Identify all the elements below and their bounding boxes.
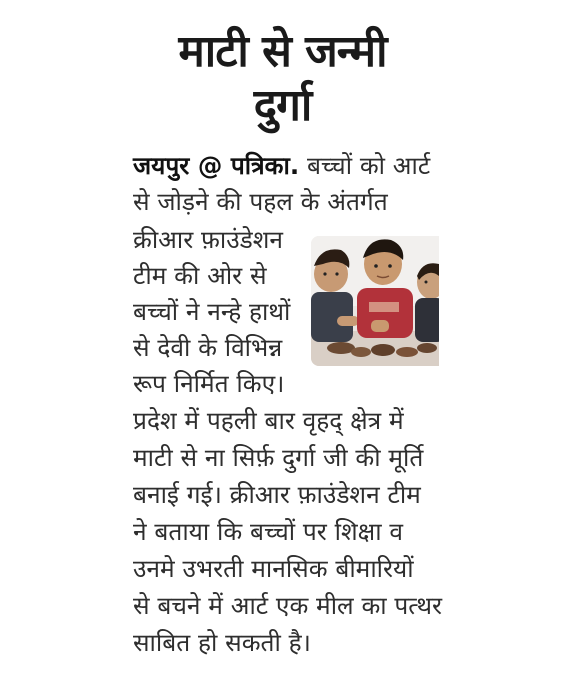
body-line-14: साबित हो सकती है। (133, 628, 311, 657)
photo-illustration (311, 236, 439, 366)
body-line-2: से जोड़ने की पहल के अंतर्गत (133, 187, 388, 216)
headline-line-1: माटी से जन्मी (178, 26, 387, 77)
first-line (133, 148, 430, 184)
children-making-clay-idols-photo (311, 236, 439, 366)
body-line-12: उनमे उभरती मानसिक बीमारियों (133, 554, 414, 583)
body-line-3: क्रीआर फ़ाउंडेशन (133, 225, 284, 254)
dateline: जयपुर @ पत्रिका. (133, 151, 300, 180)
body-line-6: से देवी के विभिन्न (133, 333, 283, 362)
body-line-9: माटी से ना सिर्फ़ दुर्गा जी की मूर्ति (133, 443, 424, 472)
headline-line-2: दुर्गा (253, 80, 312, 131)
body-line-1: बच्चों को आर्ट (306, 151, 431, 180)
body-line-10: बनाई गई। क्रीआर फ़ाउंडेशन टीम (133, 480, 421, 509)
body-line-8: प्रदेश में पहली बार वृहद् क्षेत्र में (133, 406, 404, 435)
body-line-4: टीम की ओर से (133, 261, 267, 290)
body-line-5: बच्चों ने नन्हे हाथों (133, 297, 291, 326)
body-line-7: रूप निर्मित किए। (133, 369, 285, 398)
body-line-13: से बचने में आर्ट एक मील का पत्थर (133, 591, 443, 620)
body-line-11: ने बताया कि बच्चों पर शिक्षा व (133, 517, 403, 546)
